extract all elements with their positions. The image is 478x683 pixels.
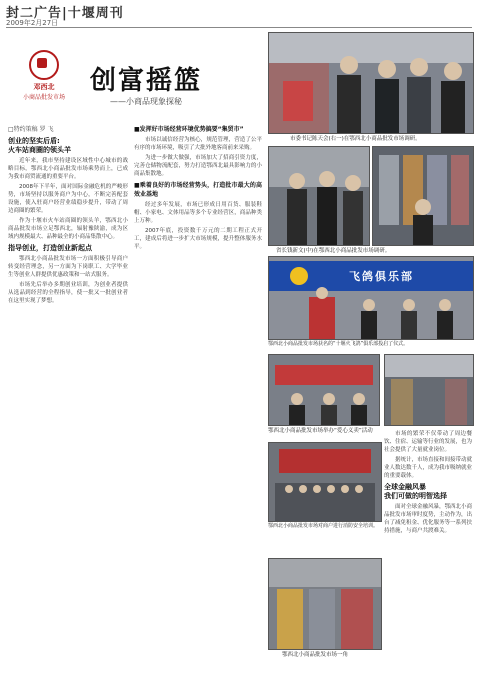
photo-club-ceremony <box>268 256 474 340</box>
header-section: 封二广告 <box>6 6 63 21</box>
photo-scene <box>269 147 369 245</box>
caption-photo1: 市委书记陈天会(右一)在鄂西北小商品批发市场调研。 <box>290 136 421 142</box>
section1-heading: 创业的坚实后盾: 火车站商圈的领头羊 <box>8 137 71 154</box>
photo-market-aisle <box>384 354 474 426</box>
article-byline: □特约策稿 罗 飞 <box>8 126 54 133</box>
photo-scene <box>269 443 381 521</box>
photo-market-corner <box>268 558 382 650</box>
header-date: 2009年2月27日 <box>6 19 59 27</box>
mid-paragraph: 2007年底，投资数千万元的二期工程正式开工，建成后将进一步扩大市场规模，提升整体服务水平。 <box>134 228 262 250</box>
section1-paragraph: 近年来，我市坚持建设区域性中心城市的战略目标，鄂西北小商品批发市场乘势而上，已成为我市商贸流通的重要平台。 <box>8 158 128 180</box>
photo-governor-visit <box>268 146 370 246</box>
logo-caption-2: 小商品批发市场 <box>22 94 65 101</box>
caption-photo3: 鄂西北小商品批发市场获名的“十堰火飞鸽”俱乐部投启了仪式。 <box>268 341 409 347</box>
section2-heading: 指导创业，打造创业新起点 <box>8 244 92 252</box>
ceremony-banner-text: 飞鸽俱乐部 <box>349 270 414 283</box>
section2-paragraph: 市场先后举办多期创业培训，为创业者提供从选品到经营的全程指导，使一批又一批创业者在这里实现了梦想。 <box>8 282 128 304</box>
photo-scene <box>269 559 381 649</box>
photo-scene <box>269 355 379 425</box>
photo-charity-sale <box>268 354 380 426</box>
caption-photo5: 鄂西北小商品批发市场对商户进行消防安全培训。 <box>268 523 379 529</box>
header-rule <box>6 27 472 28</box>
page-header <box>0 0 478 28</box>
photo-scene <box>385 355 473 425</box>
article-column-right <box>384 430 472 646</box>
section1-paragraph: 作为十堰市火车站商圈的领头羊，鄂西北小商品批发市场立足鄂西北，辐射豫陕渝，成为区域内规模最大、品种最全的小商品集散中心。 <box>8 218 128 240</box>
caption-photo2: 省长钱新文(中)在鄂西北小商品批发市场调研。 <box>276 248 391 254</box>
section1-paragraph: 2008年下半年，面对国际金融危机的严峻形势，市场坚持以服务商户为中心，不断完善配套设施，使入驻商户经营业绩稳步提升，带动了周边商圈的繁荣。 <box>8 184 128 214</box>
section2-paragraph: 鄂西北小商品批发市场一方面积极引导商户转变经营理念，另一方面为下岗职工、大学毕业生等创业人群提供优惠政策和一站式服务。 <box>8 256 128 278</box>
page-headline: 创富摇篮 <box>90 66 203 96</box>
article-column-middle <box>134 122 262 677</box>
logo-caption-1: 邓西北 <box>33 83 55 91</box>
header-separator: | <box>62 6 68 21</box>
right-paragraph: 面对全球金融风暴，鄂西北小商品批发市场审时度势，主动作为，出台了减免租金、优化服务等一系列扶持措施，与商户共渡难关。 <box>384 504 472 534</box>
right-heading: 全球金融风暴 我们可做的明智选择 <box>384 483 447 500</box>
mid-heading-2: ■乘着良好的市场经营势头，打造批市最大的高效业基地 <box>134 182 262 198</box>
photo-scene <box>269 33 473 133</box>
caption-photo4: 鄂西北小商品批发市场举办“爱心义卖”活动 <box>268 428 373 434</box>
mid-paragraph: 经过多年发展，市场已形成日用百货、服装鞋帽、小家电、文体用品等多个专业经营区，商品种类上万种。 <box>134 202 262 224</box>
photo-safety-training <box>268 442 382 522</box>
market-logo <box>18 50 70 101</box>
logo-seal-icon <box>29 50 59 80</box>
right-paragraph: 据统计，市场直接和间接带动就业人数达数千人，成为我市吸纳就业的重要载体。 <box>384 457 472 479</box>
mid-paragraph: 市场以诚信经营为核心，规范管理，营造了公平有序的市场环境，吸引了大批外地客商前来采购。 <box>134 137 262 151</box>
mid-heading-1: ■发挥好市场经营环境优势搞要“集贸市” <box>134 126 244 133</box>
right-paragraph: 市场的繁荣不仅带动了周边餐饮、住宿、运输等行业的发展，也为社会提供了大量就业岗位。 <box>384 431 472 453</box>
mid-paragraph: 为进一步做大做强，市场加大了招商引资力度，完善仓储物流配套，努力打造鄂西北最具影响力的小商品集散地。 <box>134 155 262 177</box>
header-publication: 十堰周刊 <box>67 6 124 21</box>
article-column-left <box>8 122 128 677</box>
photo-scene <box>373 147 473 245</box>
photo-shop-interior <box>372 146 474 246</box>
caption-photo6: 鄂西北小商品批发市场一角 <box>282 652 349 658</box>
photo-officials-visit <box>268 32 474 134</box>
page-subheadline: ——小商品现象探秘 <box>110 97 182 106</box>
